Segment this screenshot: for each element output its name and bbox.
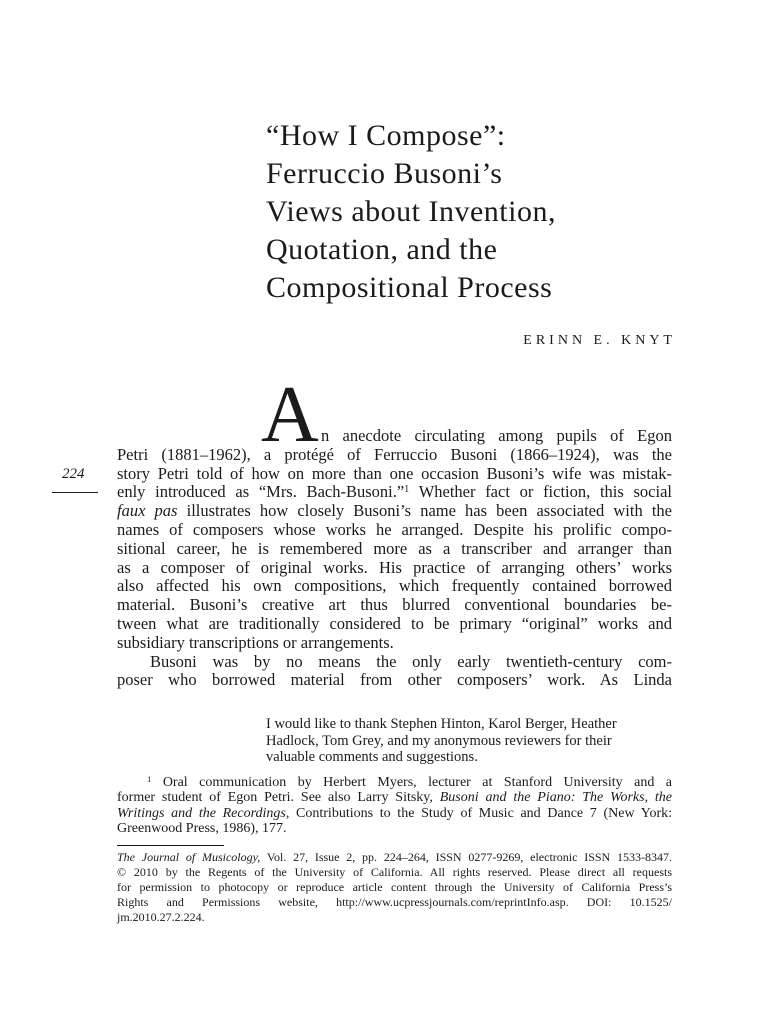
article-title	[266, 117, 556, 307]
journal-title: The Journal of Musicology,	[117, 849, 261, 864]
title-line: Quotation, and the	[266, 233, 498, 266]
cited-title: Writings and the Recordings,	[117, 805, 290, 821]
footnote-text: former student of Egon Petri. See also Larry Sitsky,	[117, 790, 433, 806]
title-line: Compositional Process	[266, 271, 553, 304]
acknowledgment-line: Hadlock, Tom Grey, and my anonymous reviewers for their	[266, 732, 612, 749]
body-line-text: illustrates how closely Busoni’s name has been associated with the	[186, 501, 673, 521]
footnote	[117, 775, 672, 837]
publication-line	[117, 880, 672, 895]
body-line	[117, 615, 672, 634]
body-line	[117, 446, 672, 465]
acknowledgment-line: I would like to thank Stephen Hinton, Karol Berger, Heather	[266, 716, 617, 732]
body-line	[117, 502, 672, 521]
drop-cap: A	[261, 371, 319, 459]
body-line-text: material. Busoni’s creative art thus blurred conventional boundaries be-	[117, 595, 672, 615]
body-line-text: also affected his own compositions, which frequently contained borrowed	[117, 576, 672, 596]
body-line-text: n anecdote circulating among pupils of Egon	[321, 426, 672, 445]
body-line-text: as a composer of original works. His practice of arranging others’ works	[117, 557, 672, 577]
body-line	[117, 634, 672, 653]
publication-line	[117, 895, 672, 910]
body-text	[117, 427, 672, 690]
footnote-reference: 1	[404, 484, 410, 496]
publication-text: Rights and Permissions website, http://www.ucpressjournals.com/reprintInfo.asp. DOI: 10.1525/	[117, 894, 672, 909]
acknowledgment-line: valuable comments and suggestions.	[266, 749, 478, 766]
body-line	[117, 521, 672, 540]
body-line-text: sitional career, he is remembered more as a transcriber and arranger than	[117, 538, 672, 558]
footnote-line	[117, 806, 672, 821]
publication-text: jm.2010.27.2.224.	[117, 909, 205, 924]
page-number-rule	[52, 492, 98, 493]
title-line: Ferruccio Busoni’s	[266, 157, 503, 190]
publication-text: Vol. 27, Issue 2, pp. 224–264, ISSN 0277-9269, electronic ISSN 1533-8347.	[266, 849, 672, 864]
body-line-text: tween what are traditionally considered to be primary “original” works and	[117, 613, 672, 633]
body-line-text: enly introduced as “Mrs. Bach-Busoni.”	[117, 482, 405, 502]
footnote-text: Greenwood Press, 1986), 177.	[117, 821, 287, 837]
body-line	[117, 671, 672, 690]
publication-line	[117, 850, 672, 865]
footnote-text: Contributions to the Study of Music and Dance 7 (New York:	[296, 805, 672, 821]
body-line-text: story Petri told of how on more than one occasion Busoni’s wife was mistak-	[117, 463, 672, 483]
body-line	[117, 465, 672, 484]
title-line: Views about Invention,	[266, 195, 556, 228]
footnote-separator-rule	[117, 845, 224, 846]
page-number: 224	[62, 466, 85, 482]
body-line-text: Whether fact or fiction, this social	[418, 482, 672, 502]
footnote-line	[117, 790, 672, 805]
body-line	[117, 596, 672, 615]
body-line-text: subsidiary transcriptions or arrangements.	[117, 632, 394, 652]
body-line	[117, 483, 672, 502]
italic-term: faux pas	[117, 501, 178, 521]
publication-line	[117, 865, 672, 880]
author-name: ERINN E. KNYT	[523, 333, 676, 348]
body-line	[117, 427, 672, 446]
body-line	[117, 653, 672, 672]
body-line	[117, 540, 672, 559]
publication-line	[117, 910, 672, 925]
publication-text: © 2010 by the Regents of the University of California. All rights reserved. Please direct all requests	[117, 864, 672, 879]
acknowledgment-note	[266, 716, 666, 766]
cited-title: Busoni and the Piano: The Works, the	[439, 790, 672, 806]
body-line-text: Petri (1881–1962), a protégé of Ferruccio Busoni (1866–1924), was the	[117, 444, 672, 464]
body-line-text: names of composers whose works he arranged. Despite his prolific compo-	[117, 519, 672, 539]
body-line	[117, 577, 672, 596]
footnote-line	[117, 821, 672, 836]
footnote-line	[117, 775, 672, 790]
title-line: “How I Compose”:	[266, 119, 506, 152]
footnote-marker: 1	[147, 773, 152, 784]
body-line-text: Busoni was by no means the only early twentieth-century com-	[150, 651, 672, 671]
publication-info	[117, 850, 672, 925]
body-line	[117, 559, 672, 578]
footnote-text: Oral communication by Herbert Myers, lecturer at Stanford University and a	[162, 775, 672, 790]
body-line-text: poser who borrowed material from other composers’ work. As Linda	[117, 670, 672, 690]
publication-text: for permission to photocopy or reproduce article content through the University of California Press’s	[117, 879, 672, 894]
